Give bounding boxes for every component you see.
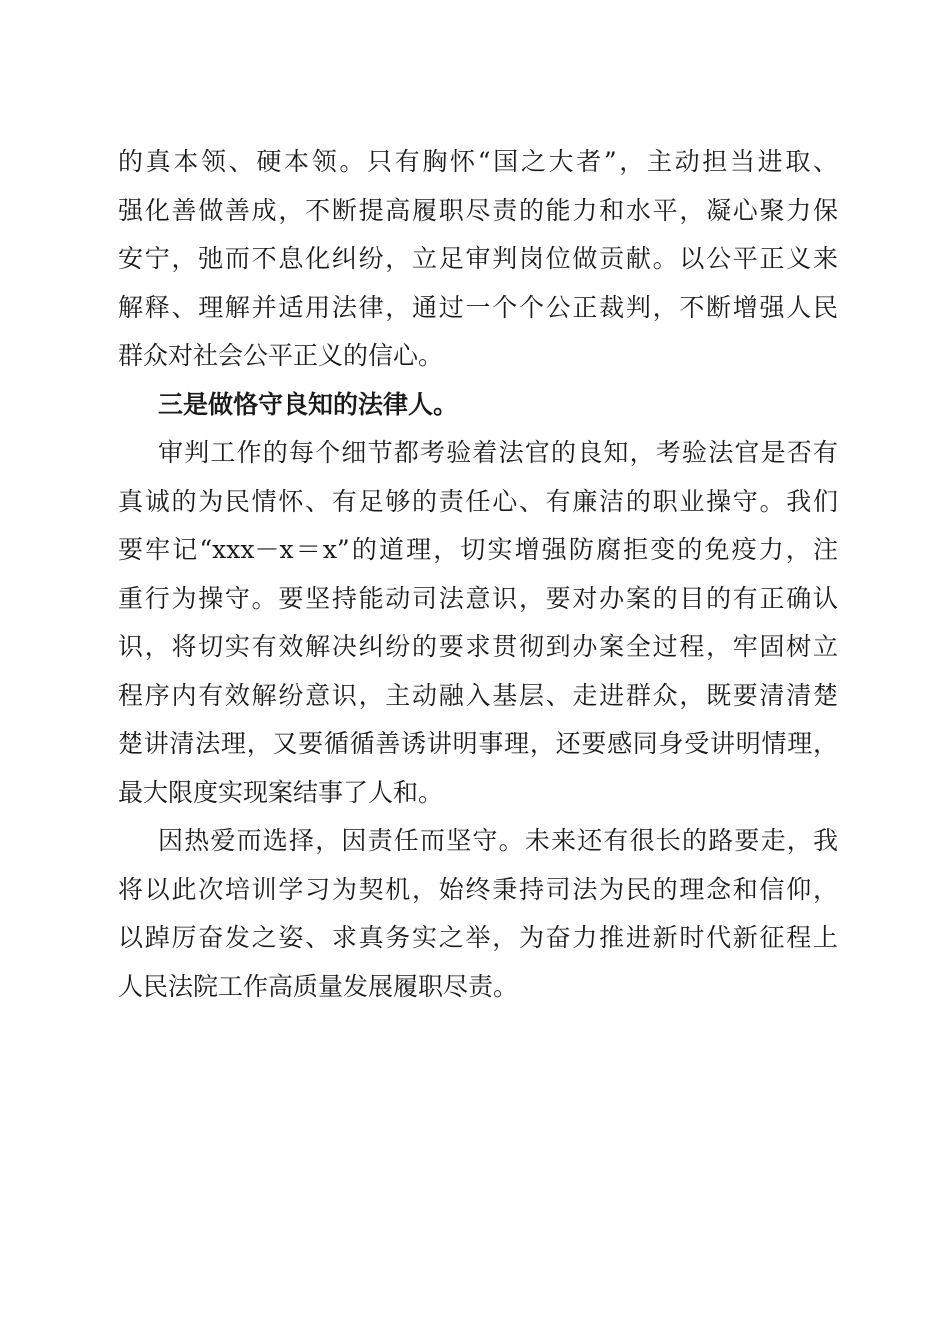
text-line: 最大限度实现案结事了人和。 bbox=[118, 777, 444, 807]
section-heading: 三是做恪守良知的法律人。 bbox=[158, 389, 459, 419]
text-line: 强化善做善成，不断提高履职尽责的能力和水平，凝心聚力保 bbox=[118, 195, 838, 225]
text-line: 程序内有效解纷意识，主动融入基层、走进群众，既要清清楚 bbox=[118, 680, 838, 710]
text-line: 人民法院工作高质量发展履职尽责。 bbox=[118, 971, 519, 1001]
text-line: 以踔厉奋发之姿、求真务实之举，为奋力推进新时代新征程上 bbox=[118, 923, 838, 952]
text-line: 安宁，弛而不息化纠纷，立足审判岗位做贡献。以公平正义来 bbox=[118, 244, 838, 273]
text-line: 重行为操守。要坚持能动司法意识，要对办案的目的有正确认 bbox=[118, 583, 838, 613]
text-line: 识，将切实有效解决纠纷的要求贯彻到办案全过程，牢固树立 bbox=[118, 632, 838, 661]
text-line: 群众对社会公平正义的信心。 bbox=[118, 341, 444, 370]
text-line: 解释、理解并适用法律，通过一个个公正裁判，不断增强人民 bbox=[118, 292, 838, 322]
text-line: 将以此次培训学习为契机，始终秉持司法为民的理念和信仰， bbox=[118, 874, 838, 904]
text-line: 审判工作的每个细节都考验着法官的良知，考验法官是否有 bbox=[158, 438, 838, 467]
text-line: 楚讲清法理，又要循循善诱讲明事理，还要感同身受讲明情理， bbox=[118, 729, 838, 758]
document-body bbox=[118, 138, 838, 1011]
text-line: 的真本领、硬本领。只有胸怀“国之大者”，主动担当进取、 bbox=[118, 147, 838, 176]
text-line: 因热爱而选择，因责任而坚守。未来还有很长的路要走，我 bbox=[158, 826, 838, 855]
text-line: 要牢记“xxx－x＝x”的道理，切实增强防腐拒变的免疫力，注 bbox=[118, 535, 838, 564]
text-line: 真诚的为民情怀、有足够的责任心、有廉洁的职业操守。我们 bbox=[118, 486, 838, 516]
